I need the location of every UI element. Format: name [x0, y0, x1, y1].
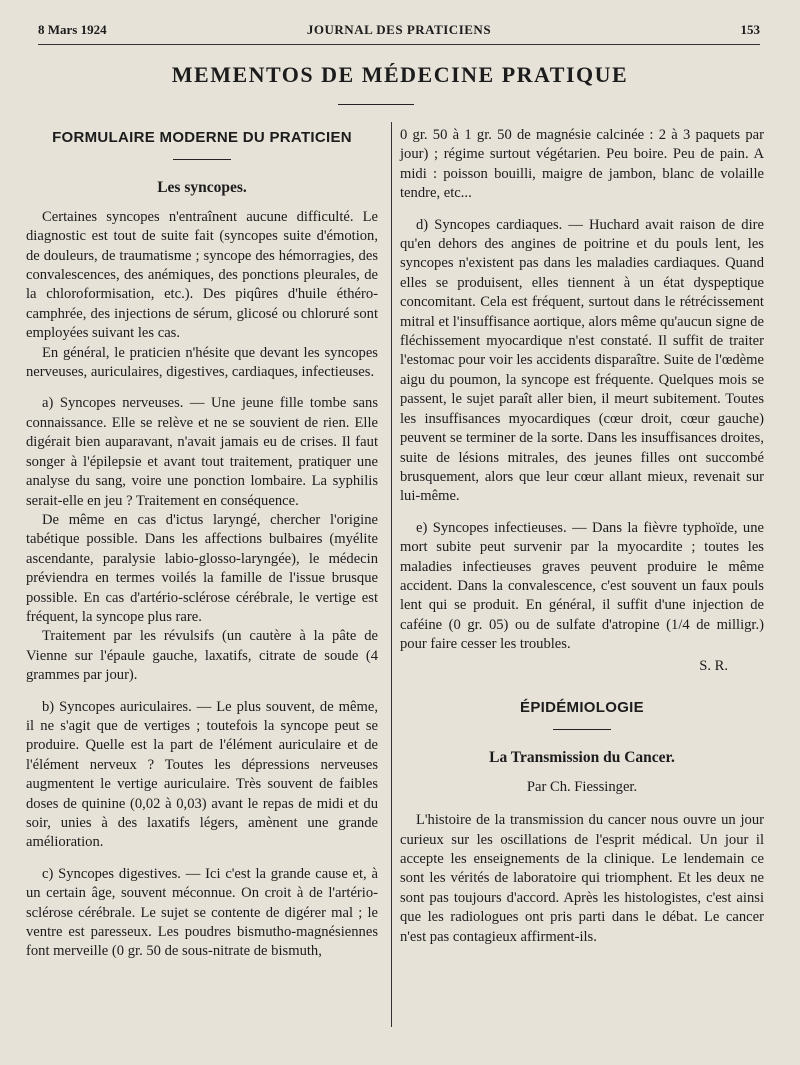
main-title: MEMENTOS DE MÉDECINE PRATIQUE — [171, 62, 629, 87]
article-title-syncopes: Les syncopes. — [157, 179, 247, 197]
paragraph: L'histoire de la transmission du cancer nous ouvre un jour curieux sur les oscillations de l'esprit médical. Un jour il accepte les enseignements de la clinique. Le lendemain ce sont les vérités de laboratoire qui triomphent. Et les deux ne sont pas toujours d'accord. Après les histologistes, c'est ainsi que les radiologues ont pris parti dans le débat. Le cancer n'est pas contagieux affirment-ils. — [400, 812, 764, 945]
section-heading-formulaire: FORMULAIRE MODERNE DU PRATICIEN — [52, 129, 352, 146]
article-title-cancer: La Transmission du Cancer. — [489, 749, 675, 767]
left-column — [26, 122, 378, 962]
paragraph: Traitement par les révulsifs (un cautère à la pâte de Vienne sur l'épaule gauche, laxatifs, citrate de soude (4 grammes par jour). — [26, 628, 378, 684]
column-divider — [391, 122, 392, 1027]
section-heading-epidemiologie: ÉPIDÉMIOLOGIE — [520, 698, 644, 716]
journal-name: JOURNAL DES PRATICIENS — [306, 22, 492, 37]
title-rule — [338, 104, 414, 105]
paragraph-syncopes-auriculaires: b) Syncopes auriculaires. — Le plus souvent, de même, il ne s'agit que de vertiges ; toutefois la syncope peut se produire. Quelle est la part de l'élément auriculaire et de l'élément nerveux ? Toutes les dépressions nerveuses augmentent le vertige auriculaire. Très souvent de faibles doses de quinine (0,02 à 0,03) avant le repas de midi et du soir, unies à des laxatifs légers, amènent une grande amélioration. — [26, 698, 378, 851]
running-header — [38, 16, 760, 45]
issue-date: 8 Mars 1924 — [38, 22, 107, 37]
paragraph-syncopes-cardiaques: d) Syncopes cardiaques. — Huchard avait raison de dire qu'en dehors des angines de poitrine et du pouls lent, les syncopes n'existent pas dans les maladies cardiaques. Quand elles se produisent, elles tiennent à un état dyspeptique concomitant. Cela est fréquent, surtout dans le rétrécissement mitral et l'insuffisance aortique, alors même qu'aucun signe de fléchissement myocardique n'est constaté. Il suffit de traiter l'estomac pour voir les accidents disparaître. Suite de l'œdème aigu du poumon, la syncope est fréquente. Quelques mois se passent, le sujet paraît aller bien, il meurt subitement. Toutes les insuffisances myocardiques (cœur droit, cœur gauche) peuvent se terminer de la sorte. Dans les insuffisances droites, suite de lésions mitrales, des jeunes filles ont succombé brusquement, alors que leur cœur allant mieux, revenait sur lui-même. — [400, 216, 764, 505]
paragraph-syncopes-nerveuses: a) Syncopes nerveuses. — Une jeune fille tombe sans connaissance. Elle se relève et ne se souvient de rien. Elle digérait bien auparavant, n'avait jamais eu de crises. Il faut songer à l'épilepsie et avant tout traitement, pratiquer une analyse du sang, voire une ponction lombaire. La syphilis serait-elle en jeu ? Traitement en conséquence. — [26, 395, 378, 509]
article-author: Par Ch. Fiessinger. — [526, 778, 638, 795]
paragraph-continuation: 0 gr. 50 à 1 gr. 50 de magnésie calcinée : 2 à 3 paquets par jour) ; régime surtout végétarien. Peu boire. Peu de pain. A midi : poisson bouilli, maigre de jambon, blanc de volaille tendre, etc... — [400, 127, 764, 202]
paragraph-syncopes-infectieuses: e) Syncopes infectieuses. — Dans la fièvre typhoïde, une mort subite peut survenir par la myocardite ; toutes les maladies infectieuses graves peuvent produire le même accident. Dans la convalescence, c'est souvent un faux pouls lent qui se produit. En général, il suffit d'une injection de caféine (0 gr. 05) ou de sulfate d'atropine (1/4 de milligr.) pour faire cesser les troubles. — [400, 519, 764, 653]
paragraph: De même en cas d'ictus laryngé, chercher l'origine tabétique possible. Dans les affections bulbaires (myélite ascendante, paralysie labio-glosso-laryngée), le médecin préviendra en termes voilés la famille de l'issue brusque possible. En cas d'artério-sclérose cérébrale, le vertige est fréquent, la syncope plus rare. — [26, 511, 378, 625]
section-rule — [173, 159, 231, 160]
signature: S. R. — [699, 657, 728, 674]
paragraph: Certaines syncopes n'entraînent aucune difficulté. Le diagnostic est tout de suite fait (syncopes suite d'émotion, de douleurs, de traumatisme ; syncope des hémorragies, des convalescences, des anémiques, des ponctions pleurales, de la chloroformisation, etc.). Des piqûres d'huile éthéro-camphrée, des injections de sérum, glicosé ou chloruré sont employées suivant les cas. — [26, 208, 378, 342]
section-rule — [553, 729, 611, 730]
paragraph: En général, le praticien n'hésite que devant les syncopes nerveuses, auriculaires, digestives, cardiaques, infectieuses. — [26, 344, 378, 381]
page-number: 153 — [740, 22, 760, 37]
right-column — [400, 126, 764, 947]
paragraph-syncopes-digestives: c) Syncopes digestives. — Ici c'est la grande cause et, à un certain âge, souvent méconnue. On croit à de l'artério-sclérose cérébrale. Le sujet se contente de digérer mal ; le ventre est paresseux. Les poudres bismutho-magnésiennes font merveille (0 gr. 50 de sous-nitrate de bismuth, — [26, 865, 378, 960]
